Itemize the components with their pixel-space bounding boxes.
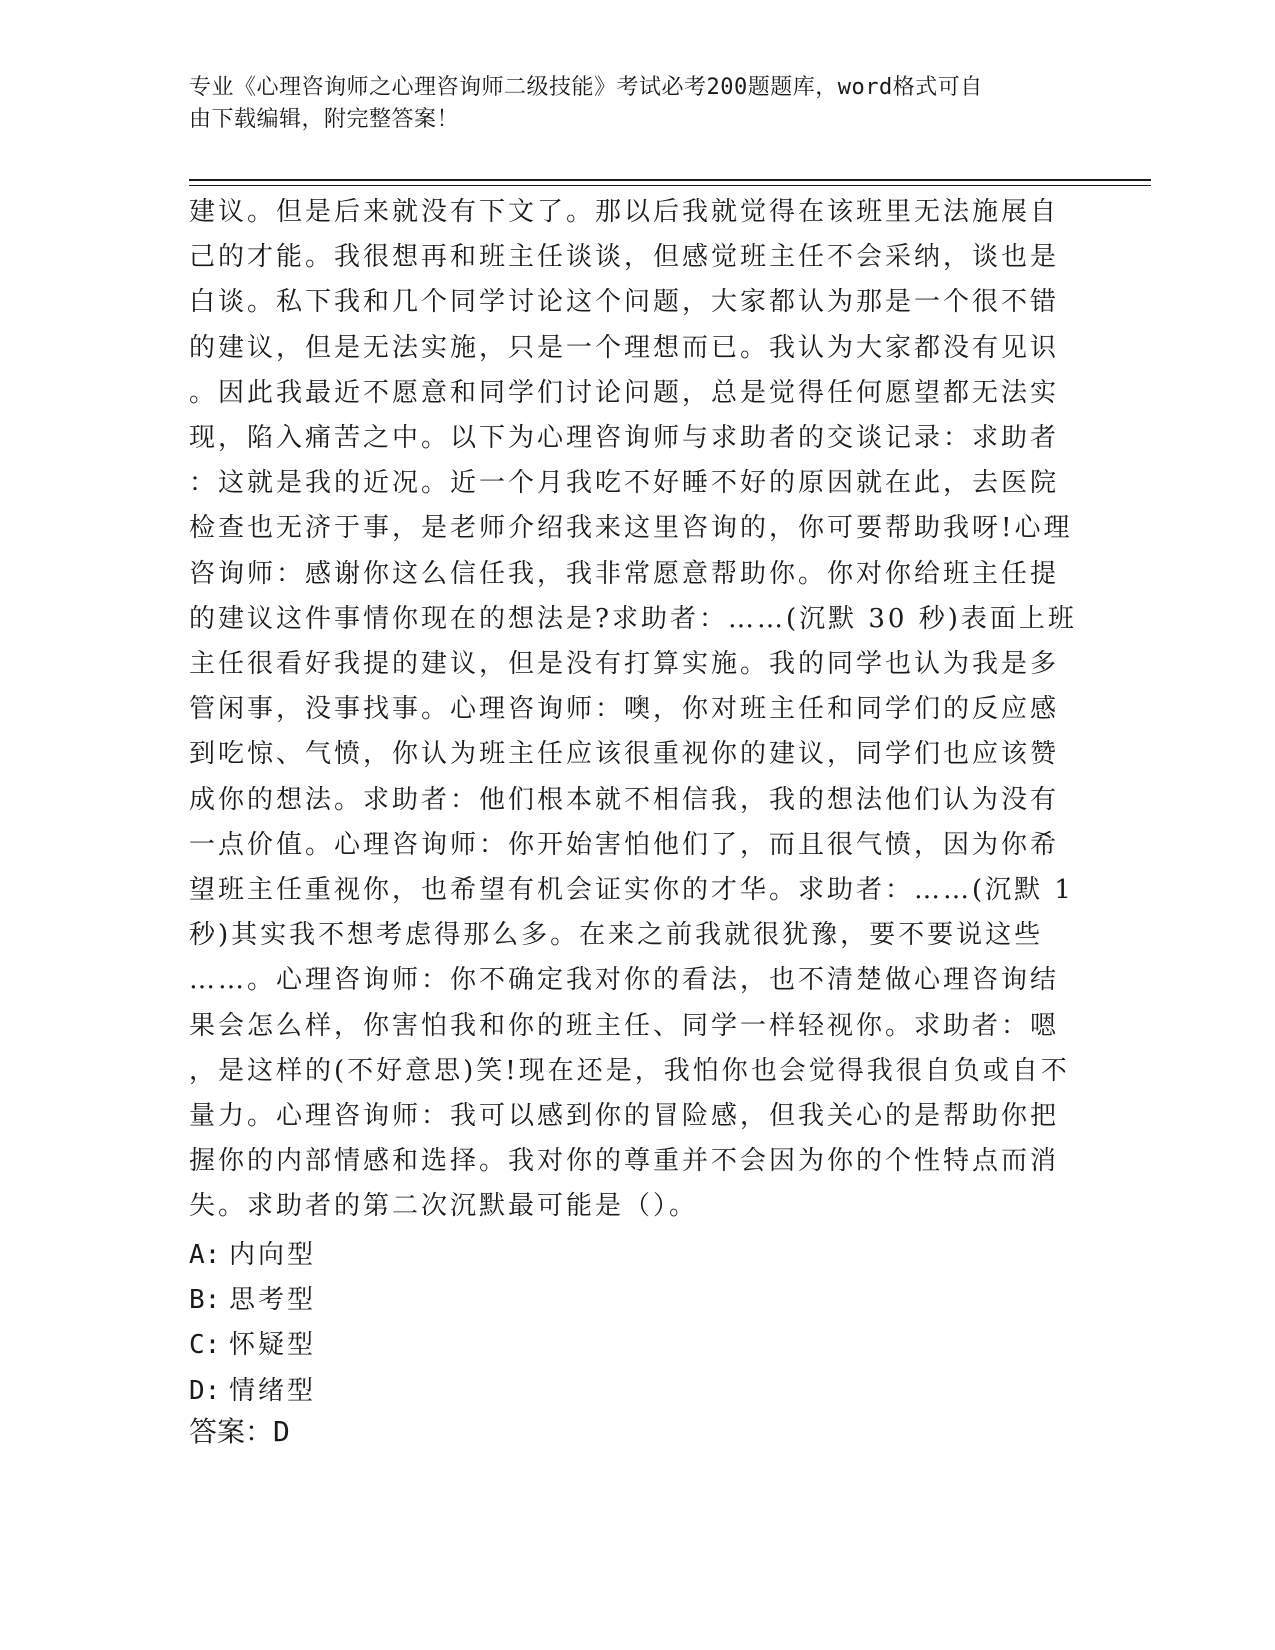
option-text: 思考型 — [229, 1285, 317, 1316]
question-passage — [189, 190, 1089, 1230]
passage-line: 咨询师：感谢你这么信任我，我非常愿意帮助你。你对你给班主任提 — [189, 558, 1060, 589]
option-c — [189, 1323, 889, 1368]
passage-line: 果会怎么样，你害怕我和你的班主任、同学一样轻视你。求助者：嗯 — [189, 1010, 1060, 1041]
passage-line: ，是这样的(不好意思)笑!现在还是，我怕你也会觉得我很自负或自不 — [189, 1055, 1070, 1086]
option-d — [189, 1369, 889, 1414]
passage-line: 的建议，但是无法实施，只是一个理想而已。我认为大家都没有见识 — [189, 332, 1060, 363]
page-header — [189, 72, 1069, 136]
passage-line: ：这就是我的近况。近一个月我吃不好睡不好的原因就在此，去医院 — [189, 468, 1060, 499]
passage-line: 秒)其实我不想考虑得那么多。在来之前我就很犹豫，要不要说这些 — [189, 920, 1044, 951]
passage-line: 己的才能。我很想再和班主任谈谈，但感觉班主任不会采纳，谈也是 — [189, 242, 1060, 273]
option-b — [189, 1278, 889, 1323]
passage-line: 建议。但是后来就没有下文了。那以后我就觉得在该班里无法施展自 — [189, 197, 1060, 227]
option-key: B: — [189, 1285, 221, 1316]
passage-line: 到吃惊、气愤，你认为班主任应该很重视你的建议，同学们也应该赞 — [189, 739, 1060, 770]
passage-line: 握你的内部情感和选择。我对你的尊重并不会因为你的个性特点而消 — [189, 1146, 1060, 1177]
header-divider-thick — [189, 179, 1151, 181]
passage-line: ……。心理咨询师：你不确定我对你的看法，也不清楚做心理咨询结 — [189, 965, 1060, 996]
answer-line — [189, 1412, 290, 1452]
answer-options — [189, 1233, 889, 1414]
passage-line: 望班主任重视你，也希望有机会证实你的才华。求助者：……(沉默 1 — [189, 875, 1074, 906]
answer-value: D — [273, 1415, 290, 1448]
header-line: 由下载编辑，附完整答案！ — [189, 107, 460, 132]
option-key: A: — [189, 1240, 221, 1270]
option-text: 怀疑型 — [229, 1330, 317, 1361]
option-key: D: — [189, 1375, 221, 1406]
option-key: C: — [189, 1330, 221, 1361]
passage-line: 现，陷入痛苦之中。以下为心理咨询师与求助者的交谈记录：求助者 — [189, 423, 1060, 454]
header-divider-thin — [189, 185, 1151, 186]
passage-line: 白谈。私下我和几个同学讨论这个问题，大家都认为那是一个很不错 — [189, 287, 1060, 318]
option-text: 情绪型 — [229, 1375, 317, 1406]
question-stem: 失。求助者的第二次沉默最可能是（）。 — [189, 1191, 699, 1222]
header-line: 专业《心理咨询师之心理咨询师二级技能》考试必考200题题库，word格式可自 — [189, 75, 983, 100]
passage-line: 一点价值。心理咨询师：你开始害怕他们了，而且很气愤，因为你希 — [189, 829, 1060, 860]
passage-line: 量力。心理咨询师：我可以感到你的冒险感，但我关心的是帮助你把 — [189, 1101, 1060, 1132]
option-a — [189, 1233, 889, 1278]
passage-line: 主任很看好我提的建议，但是没有打算实施。我的同学也认为我是多 — [189, 649, 1060, 680]
passage-line: 成你的想法。求助者：他们根本就不相信我，我的想法他们认为没有 — [189, 784, 1060, 815]
passage-line: 的建议这件事情你现在的想法是?求助者：……(沉默 30 秒)表面上班 — [189, 603, 1077, 634]
option-text: 内向型 — [229, 1240, 317, 1270]
answer-label: 答案： — [189, 1415, 274, 1448]
passage-line: 。因此我最近不愿意和同学们讨论问题，总是觉得任何愿望都无法实 — [189, 377, 1060, 408]
passage-line: 管闲事，没事找事。心理咨询师：噢，你对班主任和同学们的反应感 — [189, 694, 1060, 725]
passage-line: 检查也无济于事，是老师介绍我来这里咨询的，你可要帮助我呀!心理 — [189, 513, 1073, 544]
